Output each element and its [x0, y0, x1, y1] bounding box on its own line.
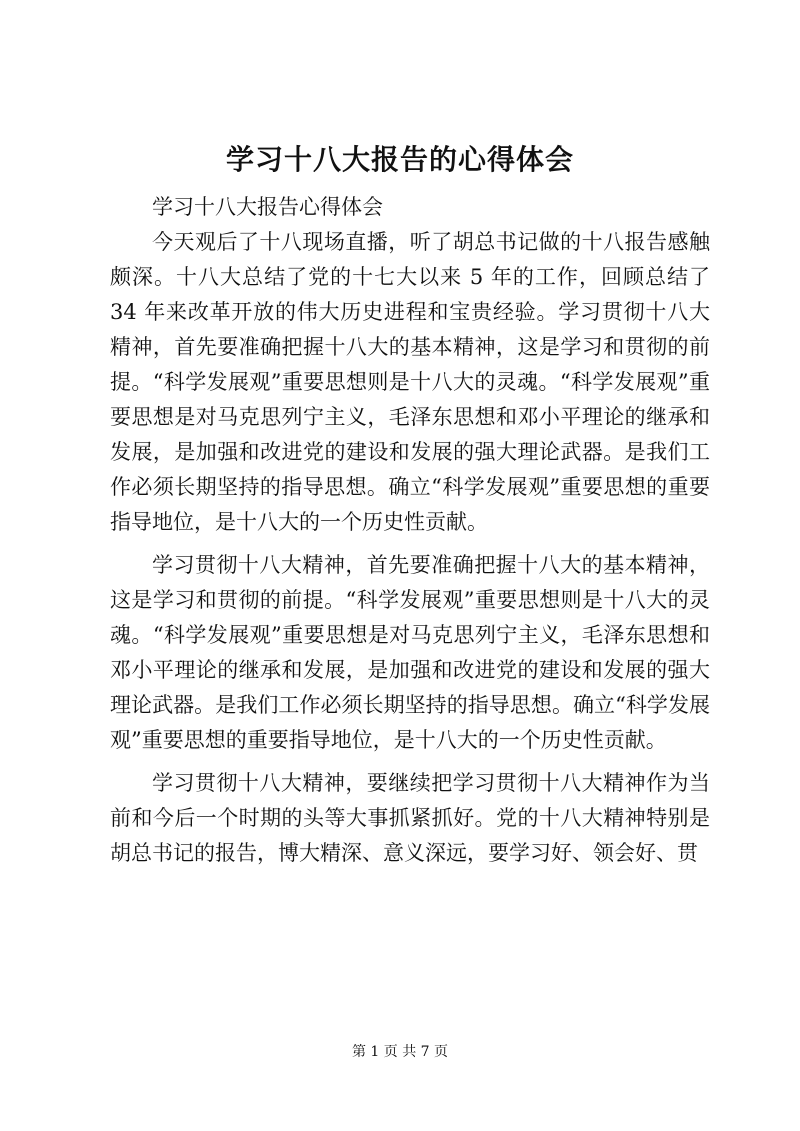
paragraph-3: 学习贯彻十八大精神，要继续把学习贯彻十八大精神作为当前和今后一个时期的头等大事抓紧抓好。党的十八大精神特别是胡总书记的报告，博大精深、意义深远，要学习好、领会好、贯: [110, 771, 710, 865]
paragraph-2: 学习贯彻十八大精神，首先要准确把握十八大的基本精神，这是学习和贯彻的前提。“科学发展观”重要思想则是十八大的灵魂。“科学发展观”重要思想是对马克思列宁主义，毛泽东思想和邓小平理论的继承和发展，是加强和改进党的建设和发展的强大理论武器。是我们工作必须长期坚持的指导思想。确立“科学发展观”重要思想的重要指导地位，是十八大的一个历史性贡献。: [110, 553, 710, 752]
document-subtitle: 学习十八大报告心得体会: [152, 195, 383, 219]
document-title: 学习十八大报告的心得体会: [225, 143, 574, 176]
paragraph-1: 今天观后了十八现场直播，听了胡总书记做的十八报告感触颇深。十八大总结了党的十七大以来 5 年的工作，回顾总结了 34 年来改革开放的伟大历史进程和宝贵经验。学习贯彻十八大精神，首先要准确把握十八大的基本精神，这是学习和贯彻的前提。“科学发展观”重要思想则是十八大的灵魂。“科学发展观”重要思想是对马克思列宁主义，毛泽东思想和邓小平理论的继承和发展，是加强和改进党的建设和发展的强大理论武器。是我们工作必须长期坚持的指导思想。确立“科学发展观”重要思想的重要指导地位，是十八大的一个历史性贡献。: [110, 230, 710, 534]
document-body: [110, 190, 710, 879]
page-footer: 第 1 页 共 7 页: [351, 1044, 449, 1060]
